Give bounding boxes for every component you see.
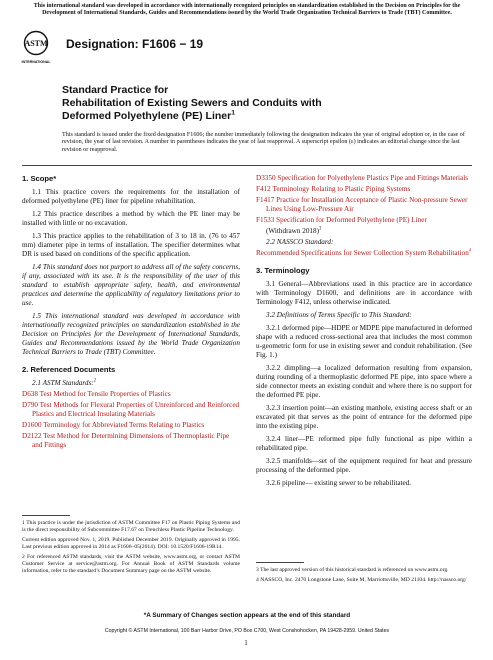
para-1-2: 1.2 This practice describes a method by which the PE liner may be installed with little or no excavation. [22, 210, 240, 227]
section-heading-scope: 1. Scope* [22, 174, 57, 183]
para-1-5: 1.5 This international standard was developed in accordance with internationally recognized principles on standardization established in the Decision on Principles for the Development of International Standards, Guides and Recommendations issued by the World Trade Organization Technical Barriers to Trade (TBT) Committee. [22, 312, 240, 356]
section-heading-referenced: 2. Referenced Documents [22, 365, 116, 374]
ref-item: D2122 Test Method for Determining Dimensions of Thermoplastic Pipe and Fittings [22, 432, 230, 449]
footnotes-right [256, 562, 472, 587]
ref-link[interactable]: D1600 [22, 421, 42, 429]
ref-item: D3350 Specification for Polyethylene Plastics Pipe and Fittings Materials [256, 174, 469, 182]
footnote-1: 1 This practice is under the jurisdiction of ASTM Committee F17 on Plastic Piping Systems and is the direct responsibility of Subcommittee F17.67 on Trenchless Plastic Pipeline Technology. [22, 520, 240, 533]
para-3-2-3: 3.2.3 insertion point—an existing manhole, existing access shaft or an excavated pit that serves as the point of entrance for the deformed pipe into the existing pipe. [256, 404, 472, 430]
para-3-2-4: 3.2.4 liner—PE reformed pipe fully functional as pipe within a rehabilitated pipe. [256, 435, 472, 452]
ref-link[interactable]: F1533 [256, 216, 275, 224]
astm-international-logo [23, 30, 49, 68]
page-number: 1 [244, 639, 248, 647]
designation: Designation: F1606 − 19 [66, 37, 204, 51]
para-1-1: 1.1 This practice covers the requirements for the installation of deformed polyethylene (PE) liner for pipeline rehabilitation. [22, 188, 240, 205]
title-line-2: Rehabilitation of Existing Sewers and Conduits with [62, 97, 322, 109]
footnote-1b: Current edition approved Nov. 1, 2019. Published December 2019. Originally approved in 1995. Last previous edition approved in 2014 as F1606–05(2014). DOI: 10.1520/F1606-19R14. [22, 537, 240, 550]
copyright-notice: Copyright © ASTM International, 100 Barr Harbor Drive, PO Box C700, West Conshohocken, PA 19428-2959. United States [104, 628, 390, 634]
para-1-4: 1.4 This standard does not purport to address all of the safety concerns, if any, associated with its use. It is the responsibility of the user of this standard to establish appropriate safety, health, and environmental practices and determine the applicability of regulatory limitations prior to use. [22, 263, 240, 307]
header-notice: This international standard was developed in accordance with internationally recognized principles on standardization established in the Decision on Principles for the Development of International Standards, Guides and Recommendations issued by the World Trade Organization Technical Barriers to Trade (TBT) Committee. [33, 3, 461, 17]
ref-link[interactable]: F412 [256, 185, 271, 193]
svg-text:INTERNATIONAL: INTERNATIONAL [21, 60, 51, 64]
ref-link[interactable]: D790 [22, 401, 38, 409]
para-3-2: 3.2 Definitions of Terms Specific to This Standard: [266, 311, 412, 319]
para-3-2-5: 3.2.5 manifolds—set of the equipment required for heat and pressure processing of the deformed pipe. [256, 457, 472, 474]
left-column [22, 174, 240, 452]
ref-link[interactable]: D638 [22, 390, 38, 398]
footnote-rule [256, 562, 304, 563]
section-heading-terminology: 3. Terminology [256, 266, 310, 275]
footnote-3: 3 The last approved version of this historical standard is referenced on www.astm.org. [256, 567, 449, 573]
footnote-4: 4 NASSCO, Inc. 2470 Longstone Lane, Suite M, Marriottsville, MD 21104. http://nassco.org/ [256, 577, 467, 583]
para-3-2-1: 3.2.1 deformed pipe—HDPE or MDPE pipe manufactured in deformed shape with a reduced cross-sectional area that includes the most common u-geometric form for use in existing sewer and conduit rehabilitation. (See Fig. 1.) [256, 324, 472, 359]
right-column [256, 174, 472, 492]
svg-text:ASTM: ASTM [24, 39, 48, 48]
para-1-3: 1.3 This practice applies to the rehabilitation of 3 to 18 in. (76 to 457 mm) diameter pipe in terms of installation. The specifier determines what DR is used based on conditions of the specific application. [22, 232, 240, 258]
footnote-2: 2 For referenced ASTM standards, visit the ASTM website, www.astm.org, or contact ASTM Customer Service at service@astm.org. For Annual Book of ASTM Standards volume information, refer to the standard’s Document Summary page on the ASTM website. [22, 554, 240, 574]
para-3-2-2: 3.2.2 dimpling—a localized deformation resulting from expansion, during rounding of a thermoplastic deformed PE pipe, into space where a side connector meets an existing conduit and where there is no support for the deformed PE pipe. [256, 364, 472, 399]
footnote-rule [22, 515, 70, 516]
footnotes-left [22, 515, 240, 578]
summary-notice: *A Summary of Changes section appears at the end of this standard [143, 612, 351, 619]
ref-item: F1533 Specification for Deformed Polyethylene (PE) Liner [256, 216, 427, 224]
document-title [62, 84, 462, 123]
ref-item: D790 Test Methods for Flexural Properties of Unreinforced and Reinforced Plastics and Electrical Insulating Materials [22, 401, 240, 418]
nassco-ref-link[interactable]: Recommended Specifications for Sewer Collection System Rehabilitation$^4$ [256, 248, 472, 257]
ref-item: D1600 Terminology for Abbreviated Terms Relating to Plastics [22, 421, 205, 429]
title-line-1: Standard Practice for [62, 84, 169, 96]
ref-item: F412 Terminology Relating to Plastic Piping Systems [256, 185, 411, 193]
ref-link[interactable]: D3350 [256, 174, 276, 182]
para-3-1: 3.1 General—Abbreviations used in this practice are in accordance with Terminology D1600, and definitions are in accordance with Terminology F412, unless otherwise indicated. [256, 280, 472, 306]
divider [22, 165, 472, 166]
ref-item: F1417 Practice for Installation Acceptance of Plastic Non-pressure Sewer Lines Using Low-Pressure Air [256, 196, 468, 213]
astm-standards-intro: 2.1 ASTM Standards:$^2$ [32, 378, 97, 387]
ref-item: D638 Test Method for Tensile Properties of Plastics [22, 390, 171, 398]
nassco-intro: 2.2 NASSCO Standard: [266, 238, 334, 246]
para-3-2-6: 3.2.6 pipeline— existing sewer to be rehabilitated. [266, 479, 412, 487]
title-line-3: Deformed Polyethylene (PE) Liner$^1$ [62, 109, 236, 122]
ref-link[interactable]: D2122 [22, 432, 42, 440]
ref-link[interactable]: F1417 [256, 196, 275, 204]
issued-note: This standard is issued under the fixed designation F1606; the number immediately following the designation indicates the year of original adoption or, in the case of revision, the year of last revision. A number in parentheses indicates the year of last reapproval. A superscript epsilon (ε) indicates an editorial change since the last revision or reapproval. [62, 132, 465, 153]
withdrawn-note: (Withdrawn 2018)$^3$ [266, 226, 322, 235]
